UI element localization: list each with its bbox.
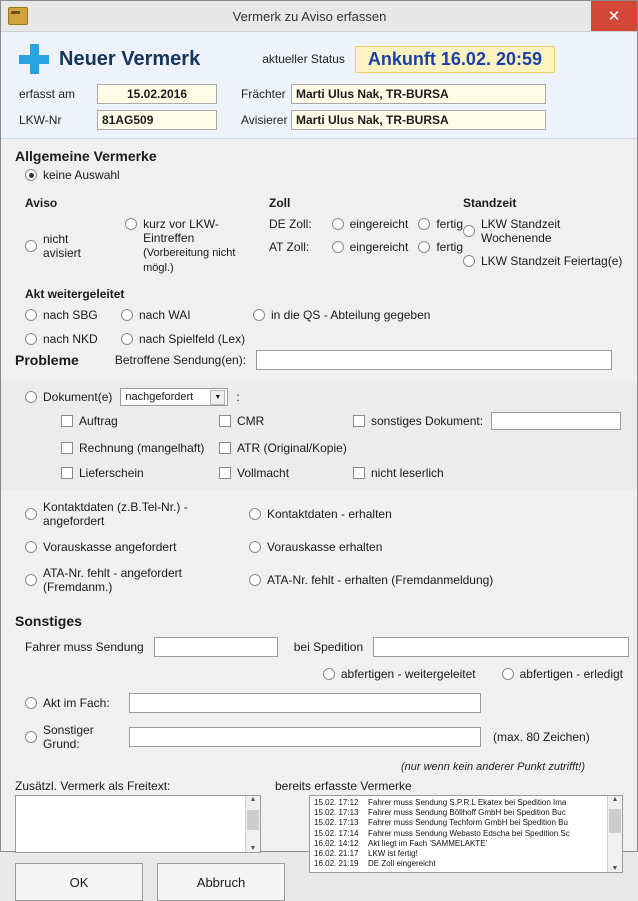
radio-nach-sbg-label: nach SBG [43,308,98,322]
input-avisierer[interactable]: Marti Ulus Nak, TR-BURSA [291,110,546,130]
radio-nach-wai[interactable] [121,308,253,322]
label-fahrer-muss-sendung: Fahrer muss Sendung [25,640,144,654]
entry-time: 16.02. 14:12 [314,838,359,848]
title-bar [1,1,637,32]
input-akt-im-fach[interactable] [129,693,481,713]
list-item[interactable] [312,859,622,869]
radio-icon [332,241,344,253]
checkbox-nicht-leserlich[interactable] [353,466,637,480]
radio-nicht-avisiert-label: nicht avisiert [43,232,82,260]
input-sonstiger-grund[interactable] [129,727,481,747]
radio-standzeit-wochenende[interactable] [463,217,623,245]
radio-nach-nkd[interactable] [25,332,121,346]
checkbox-sonstiges-dokument[interactable] [353,414,483,428]
radio-nicht-avisiert[interactable] [25,217,109,275]
radio-icon [25,508,37,520]
list-item[interactable] [312,849,622,859]
checkbox-rechnung[interactable] [61,441,219,455]
plus-icon [19,44,49,74]
entry-text: DE Zoll eingereicht [368,859,436,869]
radio-abfertigen-weitergeleitet-label: abfertigen - weitergeleitet [340,667,476,681]
list-item[interactable] [312,798,622,808]
label-bei-spedition: bei Spedition [293,640,364,654]
radio-keine-auswahl-label: keine Auswahl [43,168,120,182]
group-akt-title: Akt weitergeleitet [25,287,125,301]
section-sonstiges-title: Sonstiges [15,613,82,629]
radio-icon [25,309,37,321]
label-erfasste-vermerke: bereits erfasste Vermerke [275,779,412,793]
radio-icon [25,541,37,553]
radio-kontaktdaten-angefordert-label: Kontaktdaten (z.B.Tel-Nr.) - angefordert [43,500,188,528]
radio-vorauskasse-angefordert-label: Vorauskasse angefordert [43,540,177,554]
entry-time: 16.02. 21:17 [314,849,359,859]
radio-icon [332,218,344,230]
scroll-down-icon[interactable]: ▼ [611,865,619,872]
radio-sonstiger-grund[interactable] [25,723,121,751]
input-fraechter[interactable]: Marti Ulus Nak, TR-BURSA [291,84,546,104]
page-title: Neuer Vermerk [59,47,201,70]
checkbox-auftrag[interactable] [61,412,219,430]
radio-vorauskasse-erhalten[interactable] [249,540,637,554]
radio-sonstiger-grund-label: Sonstiger Grund: [43,723,94,751]
radio-icon [253,309,265,321]
input-fahrer-sendung[interactable] [154,637,278,657]
label-max-zeichen: (max. 80 Zeichen) [493,730,590,744]
hinweis-text: (nur wenn kein anderer Punkt zutrifft!) [400,761,585,773]
radio-akt-im-fach[interactable] [25,696,121,710]
radio-icon [121,309,133,321]
entry-text: Fahrer muss Sendung Böllhoff GmbH bei Spedition Buc [368,808,566,818]
entry-text: Akt liegt im Fach 'SAMMELAKTE' [368,838,488,848]
radio-ata-erhalten[interactable] [249,566,637,594]
checkbox-cmr[interactable] [219,412,353,430]
radio-icon [502,668,514,680]
abbruch-button[interactable]: Abbruch [157,863,285,901]
group-zoll [269,196,463,277]
textarea-freitext[interactable] [15,795,261,853]
input-sonstiges-dokument[interactable] [491,412,621,430]
dokumente-panel [1,380,637,490]
checkbox-icon [353,415,365,427]
checkbox-lieferschein[interactable] [61,466,219,480]
group-aviso [25,196,269,277]
radio-nach-spielfeld[interactable] [121,332,253,346]
entry-text: LKW ist fertig! [368,849,418,859]
entry-time: 15.02. 17:12 [314,798,359,807]
radio-kontaktdaten-angefordert[interactable] [25,500,249,528]
ok-button[interactable]: OK [15,863,143,901]
scrollbar-vermerke[interactable] [607,796,622,872]
radio-ata-angefordert-label: ATA-Nr. fehlt - angefordert (Fremdanm.) [43,566,182,594]
radio-abfertigen-erledigt[interactable] [502,667,623,681]
entry-time: 15.02. 17:13 [314,808,359,818]
checkbox-sonstiges-dokument-label: sonstiges Dokument: [371,414,484,428]
list-item[interactable] [312,818,622,828]
entry-time: 15.02. 17:13 [314,818,359,828]
checkbox-icon [219,467,231,479]
status-label: aktueller Status [262,52,345,66]
list-item[interactable] [312,808,622,818]
radio-abfertigen-erledigt-label: abfertigen - erledigt [519,667,623,681]
input-bei-spedition[interactable] [373,637,629,657]
group-standzeit-title: Standzeit [463,196,517,210]
entry-text: Fahrer muss Sendung Techform GmbH bei Spedition Bu [368,818,568,828]
scroll-thumb[interactable] [247,810,259,830]
radio-icon [249,541,261,553]
entry-time: 15.02. 17:14 [314,828,359,838]
dropdown-dokument-status[interactable] [120,388,228,406]
radio-nach-sbg[interactable] [25,308,121,322]
group-standzeit [463,196,623,277]
radio-keine-auswahl[interactable] [25,168,120,182]
radio-icon [323,668,335,680]
checkbox-icon [353,467,365,479]
scroll-up-icon[interactable]: ▲ [249,796,257,803]
radio-dokumente[interactable] [25,390,112,404]
radio-de-fertig-label: fertig [436,217,463,231]
label-at-zoll: AT Zoll: [269,240,310,254]
radio-de-fertig[interactable] [418,217,463,231]
radio-icon [25,574,37,586]
group-aviso-title: Aviso [25,196,58,210]
checkbox-cmr-label: CMR [237,414,265,428]
checkbox-rechnung-label: Rechnung (mangelhaft) [79,441,205,455]
label-de-zoll: DE Zoll: [269,217,312,231]
radio-standzeit-feiertag-label: LKW Standzeit Feiertag(e) [481,254,623,268]
label-betroffene-sendungen: Betroffene Sendung(en): [114,353,247,367]
colon-label: : [236,390,240,404]
radio-nach-wai-label: nach WAI [139,308,191,322]
radio-ata-angefordert[interactable] [25,566,249,594]
radio-de-eingereicht[interactable] [332,217,409,231]
checkbox-vollmacht-label: Vollmacht [237,466,290,480]
checkbox-icon [219,442,231,454]
radio-kontaktdaten-erhalten[interactable] [249,500,637,528]
checkbox-icon [61,415,73,427]
dropdown-value: nachgefordert [125,391,194,403]
scroll-thumb[interactable] [609,809,621,833]
radio-qs-abteilung-label: in die QS - Abteilung gegeben [271,308,431,322]
input-erfasst-am[interactable]: 15.02.2016 [97,84,217,104]
radio-at-fertig[interactable] [418,240,463,254]
checkbox-icon [219,415,231,427]
entry-time: 16.02. 21:19 [314,859,359,869]
list-item[interactable] [312,839,622,849]
checkbox-atr-label: ATR (Original/Kopie) [237,441,347,455]
radio-icon [25,240,37,252]
radio-icon [249,574,261,586]
app-icon [8,7,28,25]
listbox-erfasste-vermerke[interactable] [309,795,623,873]
radio-icon [25,697,37,709]
label-freitext: Zusätzl. Vermerk als Freitext: [15,779,171,793]
radio-standzeit-feiertag[interactable] [463,254,622,268]
section-probleme-title: Probleme [15,352,79,368]
checkbox-atr[interactable] [219,441,353,455]
radio-icon [418,218,430,230]
radio-kontaktdaten-erhalten-label: Kontaktdaten - erhalten [267,507,392,521]
radio-icon [25,169,37,181]
checkbox-auftrag-label: Auftrag [79,414,118,428]
radio-icon [249,508,261,520]
checkbox-nicht-leserlich-label: nicht leserlich [371,466,444,480]
radio-nach-nkd-label: nach NKD [43,332,98,346]
chevron-down-icon: ▼ [210,390,225,405]
radio-icon [463,225,475,237]
radio-kurz-vor-eintreffen[interactable] [125,217,269,275]
label-fraechter: Frächter [241,87,286,101]
scroll-up-icon[interactable]: ▲ [611,796,619,803]
radio-vorauskasse-erhalten-label: Vorauskasse erhalten [267,540,383,554]
entry-text: Fahrer muss Sendung S.P.R.L Ekatex bei Spedition Ima [368,798,567,807]
radio-icon [25,333,37,345]
radio-de-eingereicht-label: eingereicht [349,217,409,231]
scroll-down-icon[interactable]: ▼ [249,845,257,852]
radio-icon [418,241,430,253]
checkbox-lieferschein-label: Lieferschein [79,466,144,480]
group-zoll-title: Zoll [269,196,291,210]
radio-icon [25,731,37,743]
radio-vorauskasse-angefordert[interactable] [25,540,249,554]
radio-at-fertig-label: fertig [436,240,463,254]
radio-at-eingereicht[interactable] [332,240,409,254]
label-erfasst-am: erfasst am [19,87,76,101]
status-badge: Ankunft 16.02. 20:59 [355,46,555,73]
close-icon[interactable]: ✕ [591,1,637,31]
radio-standzeit-wochenende-label: LKW Standzeit Wochenende [481,217,561,245]
section-allgemeine-title: Allgemeine Vermerke [15,148,157,164]
radio-icon [25,391,37,403]
radio-qs-abteilung[interactable] [253,308,623,322]
radio-icon [125,218,137,230]
radio-dokumente-label: Dokument(e) [43,390,113,404]
label-lkw-nr: LKW-Nr [19,113,62,127]
window-title: Vermerk zu Aviso erfassen [232,8,387,24]
scrollbar-freitext[interactable] [245,796,260,852]
input-betroffene-sendungen[interactable] [256,350,612,370]
radio-akt-im-fach-label: Akt im Fach: [43,696,110,710]
entry-text: Fahrer muss Sendung Webasto Edscha bei Spedition Sc [368,828,570,838]
list-item[interactable] [312,829,622,839]
radio-abfertigen-weitergeleitet[interactable] [323,667,476,681]
radio-kurz-vor-label: kurz vor LKW-Eintreffen [143,217,219,245]
radio-ata-erhalten-label: ATA-Nr. fehlt - erhalten (Fremdanmeldung) [267,573,494,587]
checkbox-icon [61,467,73,479]
header-panel [1,32,637,139]
checkbox-icon [61,442,73,454]
input-lkw-nr[interactable]: 81AG509 [97,110,217,130]
radio-icon [121,333,133,345]
label-avisierer: Avisierer [241,113,288,127]
radio-nach-spielfeld-label: nach Spielfeld (Lex) [139,332,246,346]
radio-kurz-vor-sublabel: (Vorbereitung nicht mögl.) [143,247,236,274]
radio-at-eingereicht-label: eingereicht [349,240,409,254]
checkbox-vollmacht[interactable] [219,466,353,480]
radio-icon [463,255,475,267]
